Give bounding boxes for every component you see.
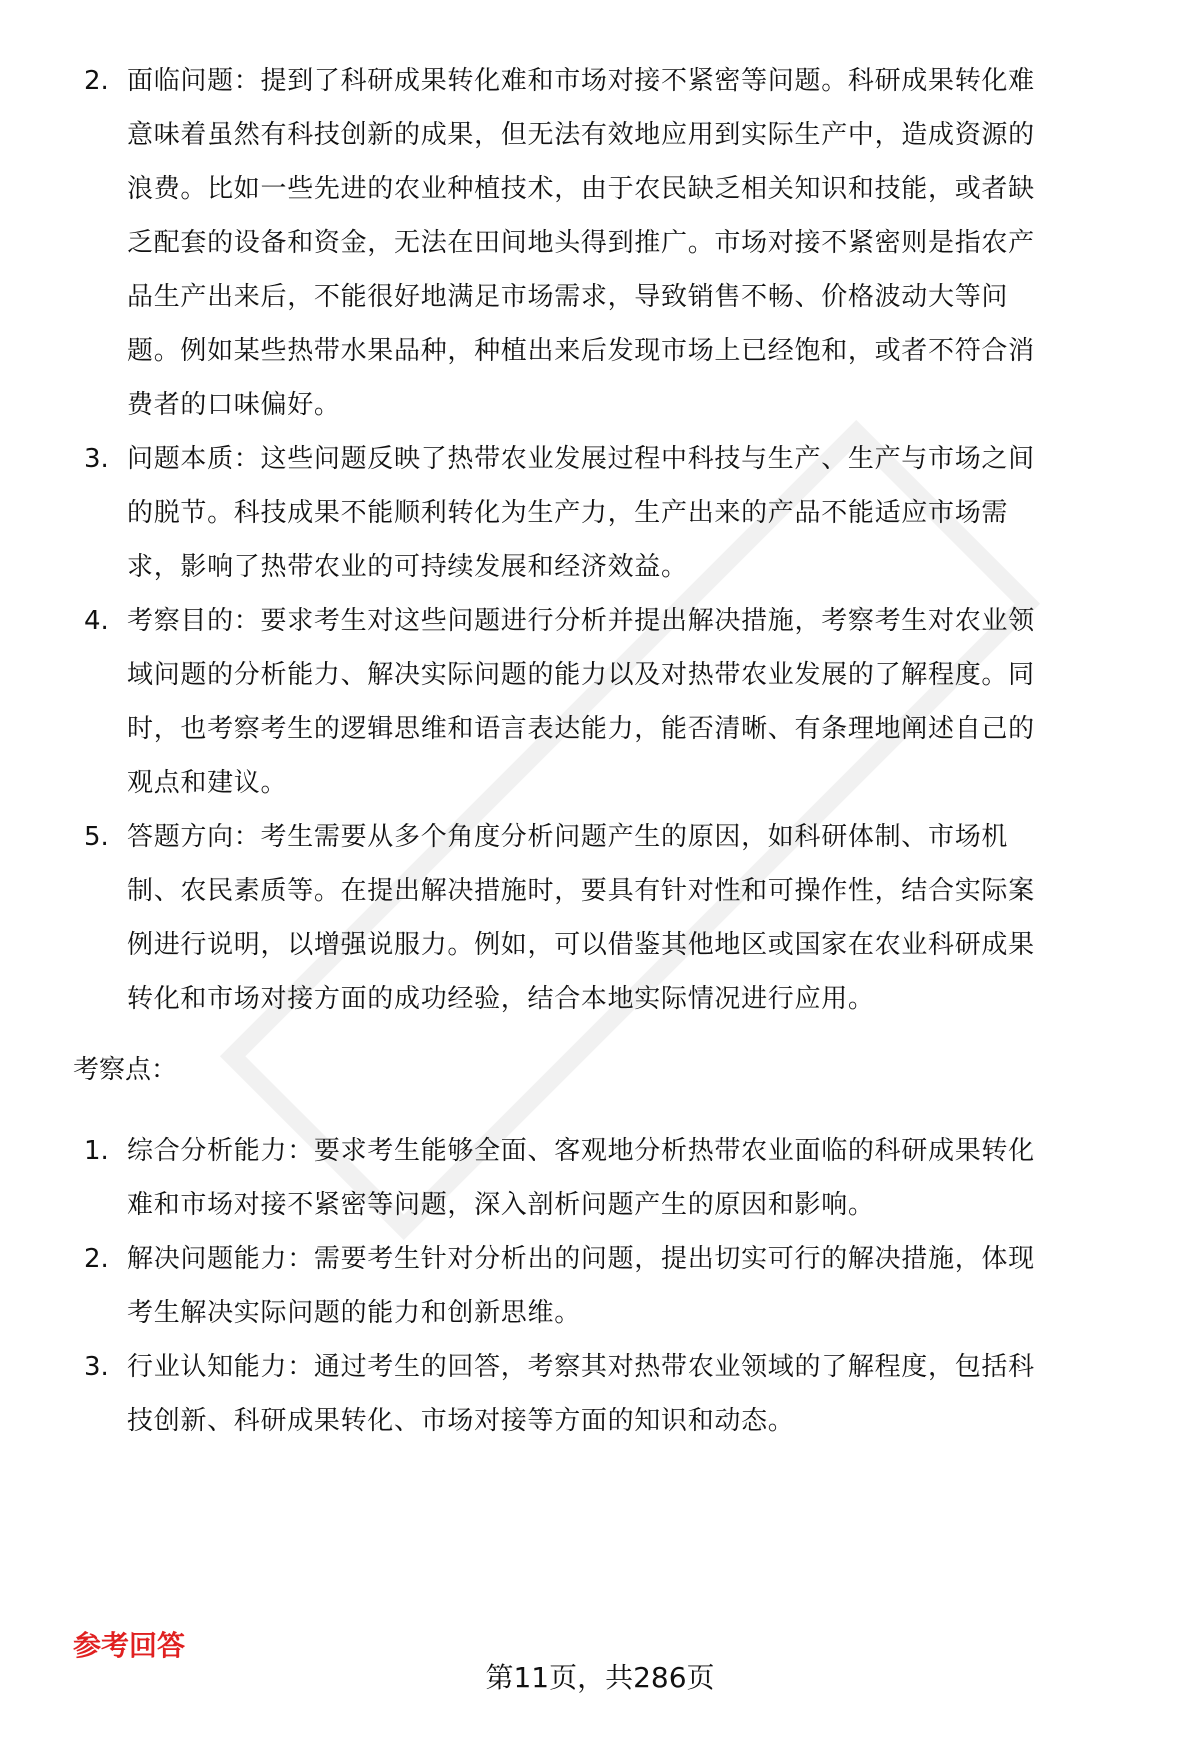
- text-line: 的脱节。科技成果不能顺利转化为生产力，生产出来的产品不能适应市场需: [127, 498, 1009, 528]
- page-footer: 第11页，共286页: [485, 1661, 715, 1694]
- text-line: 面临问题：提到了科研成果转化难和市场对接不紧密等问题。科研成果转化难: [127, 66, 1035, 96]
- text-line: 浪费。比如一些先进的农业种植技术，由于农民缺乏相关知识和技能，或者缺: [127, 174, 1035, 204]
- text-line: 技创新、科研成果转化、市场对接等方面的知识和动态。: [127, 1406, 795, 1436]
- text-line: 题。例如某些热带水果品种，种植出来后发现市场上已经饱和，或者不符合消: [127, 336, 1035, 366]
- text-line: 解决问题能力：需要考生针对分析出的问题，提出切实可行的解决措施，体现: [127, 1244, 1035, 1274]
- points-heading: 考察点：: [73, 1055, 178, 1085]
- list-item: [0, 1340, 1200, 1448]
- text-line: 综合分析能力：要求考生能够全面、客观地分析热带农业面临的科研成果转化: [127, 1136, 1035, 1166]
- list-number: 4.: [84, 606, 109, 636]
- text-line: 行业认知能力：通过考生的回答，考察其对热带农业领域的了解程度，包括科: [127, 1352, 1035, 1382]
- analysis-list: [0, 54, 1200, 1026]
- list-number: 3.: [84, 1352, 109, 1382]
- list-number: 3.: [84, 444, 109, 474]
- text-line: 问题本质：这些问题反映了热带农业发展过程中科技与生产、生产与市场之间: [127, 444, 1035, 474]
- text-line: 观点和建议。: [127, 768, 288, 798]
- list-item: [0, 432, 1200, 594]
- text-line: 考察目的：要求考生对这些问题进行分析并提出解决措施，考察考生对农业领: [127, 606, 1035, 636]
- text-line: 品生产出来后，不能很好地满足市场需求，导致销售不畅、价格波动大等问: [127, 282, 1009, 312]
- text-line: 例进行说明，以增强说服力。例如，可以借鉴其他地区或国家在农业科研成果: [127, 930, 1035, 960]
- text-line: 求，影响了热带农业的可持续发展和经济效益。: [127, 552, 688, 582]
- points-list: [0, 1124, 1200, 1448]
- text-line: 答题方向：考生需要从多个角度分析问题产生的原因，如科研体制、市场机: [127, 822, 1009, 852]
- list-item: [0, 1124, 1200, 1232]
- text-line: 转化和市场对接方面的成功经验，结合本地实际情况进行应用。: [127, 984, 875, 1014]
- text-line: 制、农民素质等。在提出解决措施时，要具有针对性和可操作性，结合实际案: [127, 876, 1035, 906]
- text-line: 难和市场对接不紧密等问题，深入剖析问题产生的原因和影响。: [127, 1190, 875, 1220]
- text-line: 考生解决实际问题的能力和创新思维。: [127, 1298, 581, 1328]
- text-line: 意味着虽然有科技创新的成果，但无法有效地应用到实际生产中，造成资源的: [127, 120, 1035, 150]
- list-item: [0, 594, 1200, 810]
- list-number: 1.: [84, 1136, 109, 1166]
- list-number: 2.: [84, 1244, 109, 1274]
- list-number: 2.: [84, 66, 109, 96]
- reference-heading: 参考回答: [73, 1629, 186, 1662]
- list-item: [0, 1232, 1200, 1340]
- list-item: [0, 810, 1200, 1026]
- text-line: 费者的口味偏好。: [127, 390, 341, 420]
- text-line: 乏配套的设备和资金，无法在田间地头得到推广。市场对接不紧密则是指农产: [127, 228, 1035, 258]
- list-item: [0, 54, 1200, 432]
- text-line: 时，也考察考生的逻辑思维和语言表达能力，能否清晰、有条理地阐述自己的: [127, 714, 1035, 744]
- list-number: 5.: [84, 822, 109, 852]
- text-line: 域问题的分析能力、解决实际问题的能力以及对热带农业发展的了解程度。同: [127, 660, 1035, 690]
